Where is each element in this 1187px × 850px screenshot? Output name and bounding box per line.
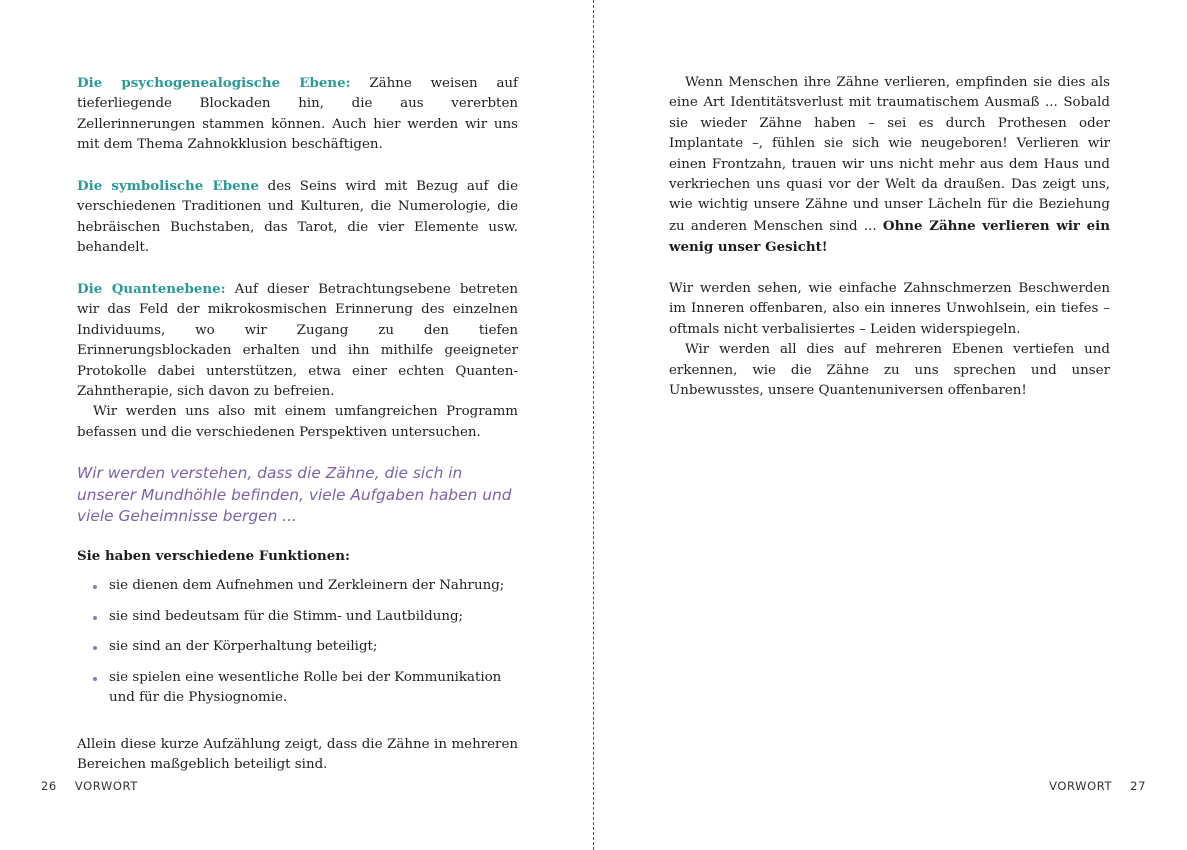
- paragraph-symbolic: [77, 176, 518, 259]
- list-item: [77, 576, 518, 596]
- list-item: [77, 668, 518, 709]
- paragraph-levels: Wir werden all dies auf mehreren Ebenen vertiefen und erkennen, wie die Zähne zu uns sprechen und unser Unbewusstes, unsere Quantenuniversen offenbaren!: [669, 342, 1110, 399]
- function-list: [77, 576, 518, 708]
- bullet-dot-icon: [93, 585, 97, 589]
- emphasis-text: Ohne Zähne verlieren wir ein wenig unser Gesicht!: [669, 217, 1110, 256]
- right-folio: [1049, 779, 1146, 793]
- list-item-text: sie sind bedeutsam für die Stimm- und Lautbildung;: [109, 608, 464, 624]
- paragraph-text: des Seins wird mit Bezug auf die verschiedenen Traditionen und Kulturen, die Numerologie, die hebräischen Buchstaben, das Tarot, die vier Elemente usw. behandelt.: [77, 179, 518, 256]
- list-heading: Sie haben verschiedene Funktionen:: [77, 548, 350, 565]
- list-item-text: sie dienen dem Aufnehmen und Zerkleinern der Nahrung;: [109, 578, 505, 594]
- paragraph-text: Zähne weisen auf tieferliegende Blockaden hin, die aus vererbten Zellerinnerungen stammen können. Auch hier werden wir uns mit dem Thema Zahnokklusion beschäftigen.: [77, 76, 519, 153]
- bullet-dot-icon: [93, 616, 97, 620]
- keyword-quantum: Die Quantenebene:: [77, 281, 226, 298]
- list-item-text: sie spielen eine wesentliche Rolle bei der Kommunikation und für die Physiognomie.: [109, 669, 502, 706]
- paragraph-text: Wenn Menschen ihre Zähne verlieren, empfinden sie dies als eine Art Identitätsverlust mit traumatischem Ausmaß ... Sobald sie wieder Zähne haben – sei es durch Prothesen oder Implantate –, fühlen sie sich wie neugeboren! Verlieren wir einen Frontzahn, trauen wir uns nicht mehr aus dem Haus und verkriechen uns quasi vor der Welt da draußen. Das zeigt uns, wie wichtig unsere Zähne und unser Lächeln für die Beziehung zu anderen Menschen sind ...: [669, 75, 1110, 234]
- pull-quote: Wir werden verstehen, dass die Zähne, die sich in unserer Mundhöhle befinden, viele Aufgaben haben und viele Geheimnisse bergen ...: [77, 464, 512, 526]
- paragraph-text: Auf dieser Betrachtungsebene betreten wir das Feld der mikrokosmischen Erinnerung des einzelnen Individuums, wo wir Zugang zu den tiefen Erinnerungsblockaden erhalten und ihn mithilfe geeigneter Protokolle dabei unterstützen, etwa einer echten Quanten-Zahntherapie, sich davon zu befreien.: [77, 282, 518, 400]
- left-folio: [41, 779, 138, 793]
- running-head: VORWORT: [1049, 779, 1113, 793]
- paragraph-quantum: [77, 279, 518, 402]
- paragraph-toothache: Wir werden sehen, wie einfache Zahnschmerzen Beschwerden im Inneren offenbaren, also ein inneres Unwohlsein, ein tiefes – oftmals nicht verbalisiertes – Leiden widerspiegeln.: [669, 281, 1110, 337]
- list-item-text: sie sind an der Körperhaltung beteiligt;: [109, 639, 378, 655]
- list-item: [77, 637, 518, 657]
- list-item: [77, 607, 518, 627]
- page-gutter-divider: [593, 0, 594, 850]
- bullet-dot-icon: [93, 677, 97, 681]
- bullet-dot-icon: [93, 646, 97, 650]
- right-text-column: [669, 73, 1110, 401]
- paragraph-identity-loss: [669, 73, 1110, 259]
- keyword-symbolic: Die symbolische Ebene: [77, 178, 259, 195]
- keyword-psychogenealogical: Die psychogenealogische Ebene:: [77, 75, 351, 91]
- running-head: VORWORT: [74, 779, 138, 793]
- paragraph-program: Wir werden uns also mit einem umfangreichen Programm befassen und die verschiedenen Perspektiven untersuchen.: [77, 404, 518, 440]
- paragraph-closing: Allein diese kurze Aufzählung zeigt, dass die Zähne in mehreren Bereichen maßgeblich beteiligt sind.: [77, 736, 518, 772]
- left-page: [0, 0, 593, 850]
- page-number: 27: [1130, 779, 1146, 793]
- page-number: 26: [41, 779, 57, 793]
- left-text-column: [77, 73, 518, 775]
- right-page: [595, 0, 1187, 850]
- paragraph-psychogenealogical: [77, 73, 518, 156]
